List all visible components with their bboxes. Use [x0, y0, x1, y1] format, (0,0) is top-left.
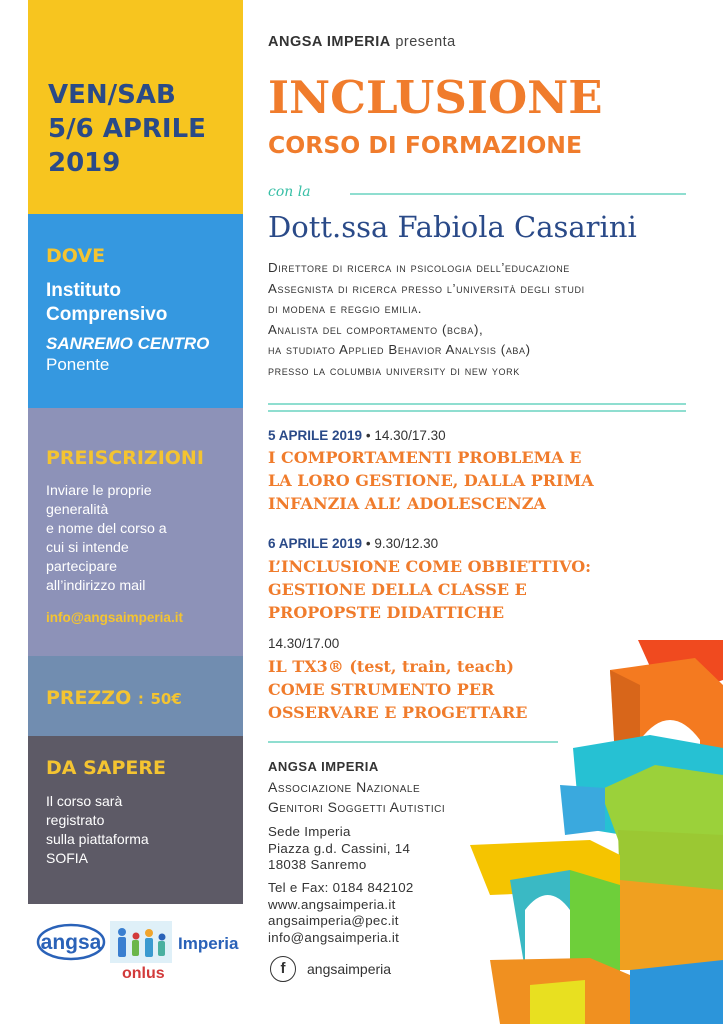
bio-line: Assegnista di ricerca presso l’università degli studi	[268, 280, 585, 296]
page-title: INCLUSIONE	[268, 71, 603, 124]
date-line: 5/6 APRILE	[48, 114, 206, 144]
text-line: e nome del corso a	[46, 521, 167, 537]
title-line: OSSERVARE E PROGETTARE	[268, 703, 528, 722]
toy-blocks-illustration	[470, 640, 723, 1024]
session-date	[268, 536, 698, 551]
know-panel	[28, 736, 243, 904]
logo-brand: angsa	[40, 931, 102, 954]
text-line: Il corso sarà	[46, 793, 123, 809]
preregistration-text	[46, 482, 243, 596]
title-line: PROPOPSTE DIDATTICHE	[268, 603, 505, 622]
text-line: registrato	[46, 812, 105, 828]
bullet: •	[365, 428, 371, 443]
bio-line: presso la columbia university di new york	[268, 362, 520, 378]
divider	[350, 193, 686, 195]
price-value: 50€	[150, 690, 182, 708]
text-line: all’indirizzo mail	[46, 578, 146, 594]
divider	[268, 403, 686, 405]
price-label	[46, 686, 243, 711]
pec-email-link[interactable]: angsaimperia@pec.it	[268, 913, 399, 929]
title-line: GESTIONE DELLA CLASSE E	[268, 580, 527, 599]
venue-name	[46, 279, 243, 327]
organization-name: ANGSA IMPERIA	[268, 759, 379, 774]
venue-line: Comprensivo	[46, 304, 168, 325]
title-line: LA LORO GESTIONE, DALLA PRIMA	[268, 471, 594, 490]
session-title	[268, 555, 698, 624]
bio-line: Direttore di ricerca in psicologia dell’educazione	[268, 260, 570, 275]
website-link[interactable]: www.angsaimperia.it	[268, 896, 396, 912]
price-separator: :	[137, 690, 144, 708]
know-heading: DA SAPERE	[46, 757, 166, 779]
where-panel	[28, 214, 243, 408]
date-line: 2019	[48, 148, 121, 178]
text-line: partecipare	[46, 559, 117, 575]
address-line: 18038 Sanremo	[268, 857, 367, 873]
venue-line: Instituto	[46, 280, 121, 301]
presenter-org: ANGSA IMPERIA	[268, 34, 391, 50]
session-title	[268, 446, 698, 515]
text-line: Inviare le proprie	[46, 483, 152, 499]
facebook-handle[interactable]: angsaimperia	[307, 961, 392, 977]
preregistration-panel	[28, 408, 243, 656]
title-line: L’INCLUSIONE COME OBBIETTIVO:	[268, 557, 592, 576]
with-label: con la	[268, 184, 311, 200]
preregistration-email-link[interactable]: info@angsaimperia.it	[46, 610, 183, 625]
session-date	[268, 428, 698, 443]
text-line: cui si intende	[46, 540, 129, 556]
title-line: IL TX3® (test, train, teach)	[268, 657, 514, 676]
title-line: COME STRUMENTO PER	[268, 680, 495, 699]
bio-line: ha studiato Applied Behavior Analysis (aba)	[268, 342, 531, 357]
divider	[268, 410, 686, 412]
date-text: 5 APRILE 2019	[268, 428, 363, 443]
session-time: 14.30/17.00	[268, 636, 340, 651]
bio-line: di modena e reggio emilia.	[268, 301, 423, 316]
bio-line: Analista del comportamento (bcba),	[268, 321, 484, 337]
where-heading: DOVE	[46, 245, 106, 267]
angsa-logo	[36, 918, 248, 980]
facebook-icon[interactable]: f	[270, 956, 296, 982]
text-line: generalità	[46, 502, 109, 518]
phone-text: Tel e Fax: 0184 842102	[268, 880, 414, 895]
date-text: 6 APRILE 2019	[268, 536, 363, 551]
date-panel	[28, 0, 243, 214]
time-text: 9.30/12.30	[374, 536, 439, 551]
text-line: sulla piattaforma	[46, 831, 149, 847]
text-line: SOFIA	[46, 850, 89, 866]
info-email-link[interactable]: info@angsaimperia.it	[268, 929, 400, 945]
price-heading: PREZZO	[46, 687, 132, 709]
address-line: Sede Imperia	[268, 824, 351, 839]
preregistration-heading: PREISCRIZIONI	[46, 447, 204, 469]
page-subtitle: CORSO DI FORMAZIONE	[268, 131, 583, 159]
venue-center: SANREMO CENTRO	[46, 334, 210, 353]
presenter	[268, 34, 698, 50]
organization-fullname-line: Genitori Soggetti Autistici	[268, 799, 446, 815]
bullet: •	[365, 536, 371, 551]
date-line: VEN/SAB	[48, 80, 176, 110]
speaker-bio	[268, 258, 698, 381]
organization-fullname-line: Associazione Nazionale	[268, 779, 421, 795]
title-line: INFANZIA ALL’ ADOLESCENZA	[268, 494, 546, 513]
logo-place: Imperia	[178, 934, 239, 953]
time-text: 14.30/17.30	[374, 428, 446, 443]
speaker-name: Dott.ssa Fabiola Casarini	[268, 210, 637, 244]
title-line: I COMPORTAMENTI PROBLEMA E	[268, 448, 582, 467]
venue-area: Ponente	[46, 355, 110, 374]
address-line: Piazza g.d. Cassini, 14	[268, 840, 411, 856]
presenter-verb: presenta	[395, 34, 456, 50]
price-panel	[28, 656, 243, 736]
know-text	[46, 792, 243, 868]
logo-sub: onlus	[122, 965, 165, 980]
